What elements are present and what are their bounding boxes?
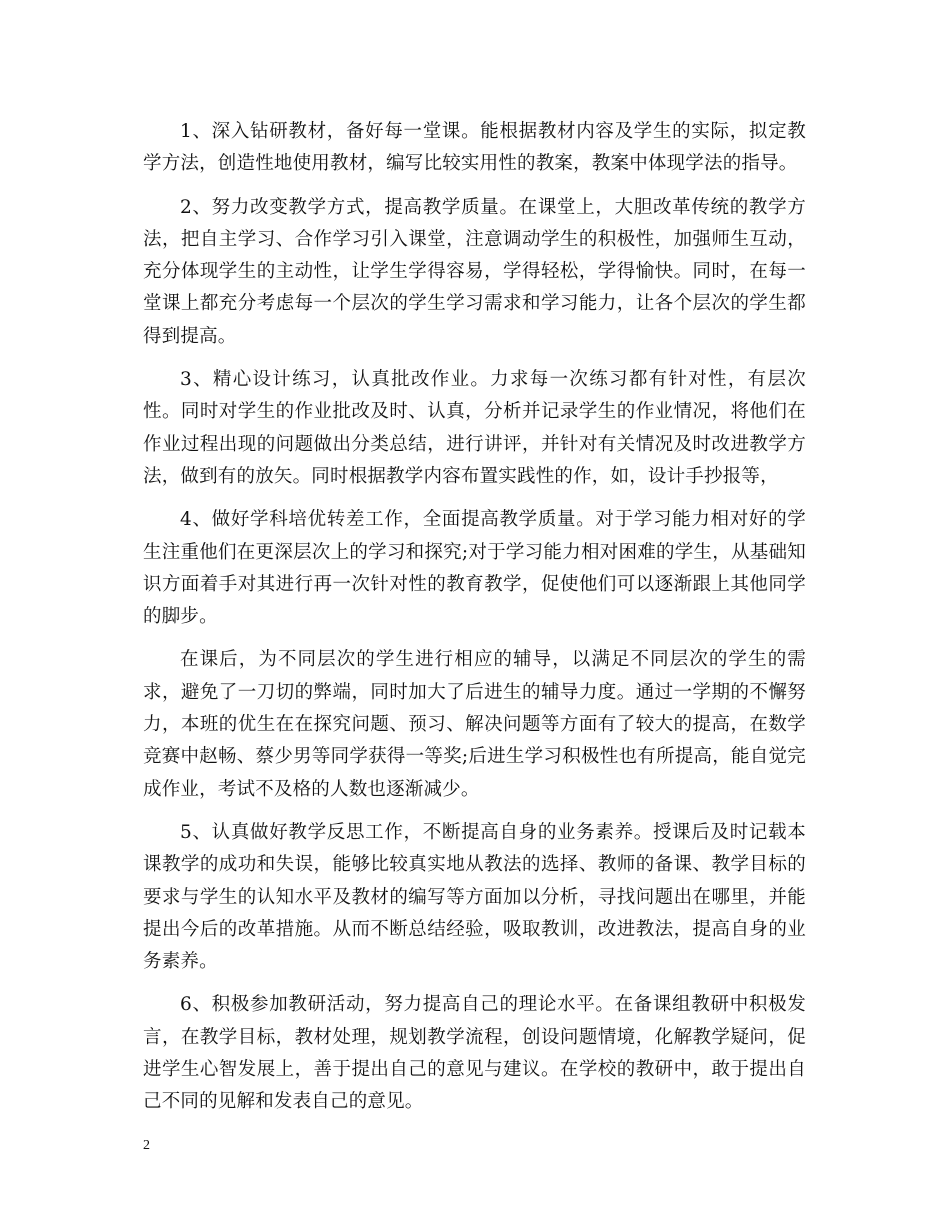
- paragraph-6: 5、认真做好教学反思工作，不断提高自身的业务素养。授课后及时记载本课教学的成功和失误，能够比较真实地从教法的选择、教师的备课、教学目标的要求与学生的认知水平及教材的编写等方面加以分析，寻找问题出在哪里，并能提出今后的改革措施。从而不断总结经验，吸取教训，改进教法，提高自身的业务素养。: [143, 821, 806, 973]
- paragraph-1: 1、深入钻研教材，备好每一堂课。能根据教材内容及学生的实际，拟定教学方法，创造性地使用教材，编写比较实用性的教案，教案中体现学法的指导。: [143, 121, 806, 175]
- page-number: 2: [143, 1138, 150, 1153]
- paragraph-5: 在课后，为不同层次的学生进行相应的辅导，以满足不同层次的学生的需求，避免了一刀切的弊端，同时加大了后进生的辅导力度。通过一学期的不懈努力，本班的优生在在探究问题、预习、解决问题等方面有了较大的提高，在数学竞赛中赵畅、蔡少男等同学获得一等奖;后进生学习积极性也有所提高，能自觉完成作业，考试不及格的人数也逐渐减少。: [143, 649, 806, 800]
- document-body: [143, 116, 806, 1130]
- paragraph-2: 2、努力改变教学方式，提高教学质量。在课堂上，大胆改革传统的教学方法，把自主学习、合作学习引入课堂，注意调动学生的积极性，加强师生互动，充分体现学生的主动性，让学生学得容易，学得轻松，学得愉快。同时，在每一堂课上都充分考虑每一个层次的学生学习需求和学习能力，让各个层次的学生都得到提高。: [143, 196, 806, 347]
- paragraph-4: 4、做好学科培优转差工作，全面提高教学质量。对于学习能力相对好的学生注重他们在更深层次上的学习和探究;对于学习能力相对困难的学生，从基础知识方面着手对其进行再一次针对性的教育教学，促使他们可以逐渐跟上其他同学的脚步。: [143, 509, 806, 628]
- paragraph-3: 3、精心设计练习，认真批改作业。力求每一次练习都有针对性，有层次性。同时对学生的作业批改及时、认真，分析并记录学生的作业情况，将他们在作业过程出现的问题做出分类总结，进行讲评，并针对有关情况及时改进教学方法，做到有的放矢。同时根据教学内容布置实践性的作，如，设计手抄报等，: [143, 369, 806, 487]
- paragraph-7: 6、积极参加教研活动，努力提高自己的理论水平。在备课组教研中积极发言，在教学目标，教材处理，规划教学流程，创设问题情境，化解教学疑问，促进学生心智发展上，善于提出自己的意见与建议。在学校的教研中，敢于提出自己不同的见解和发表自己的意见。: [143, 994, 806, 1113]
